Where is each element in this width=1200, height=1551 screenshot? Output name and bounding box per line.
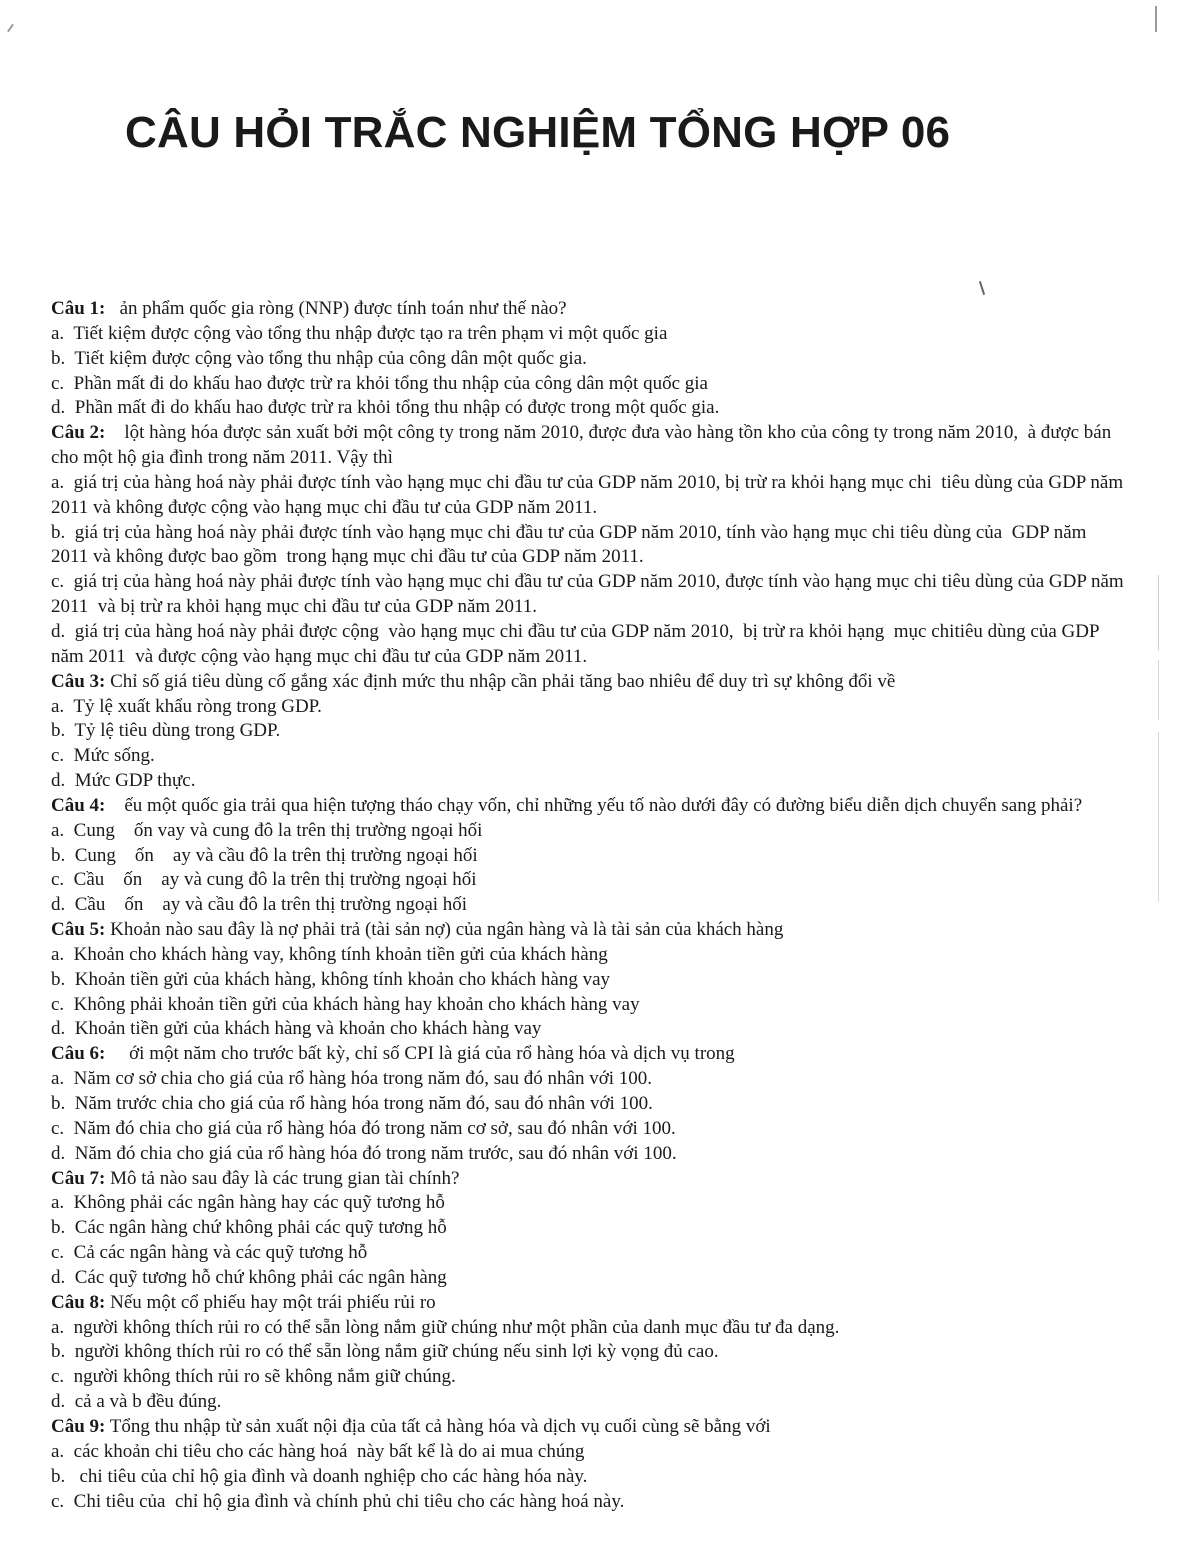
scan-mark	[1158, 575, 1159, 650]
answer-option: d. Năm đó chia cho giá của rổ hàng hóa đó trong năm trước, sau đó nhân với 100.	[51, 1142, 677, 1164]
answer-option: c. Cầu ốn ay và cung đô la trên thị trường ngoại hối	[51, 869, 477, 891]
answer-option: d. Mức GDP thực.	[51, 770, 196, 792]
question-number: Câu 8:	[51, 1291, 106, 1313]
scan-mark	[1158, 660, 1159, 720]
answer-option: d. cả a và b đều đúng.	[51, 1391, 222, 1413]
answer-option: b. Các ngân hàng chứ không phải các quỹ tương hỗ	[51, 1217, 447, 1239]
answer-option: b. Năm trước chia cho giá của rổ hàng hóa trong năm đó, sau đó nhân với 100.	[51, 1093, 653, 1114]
answer-option: c. giá trị của hàng hoá này phải được tính vào hạng mục chi đầu tư của GDP năm 2010, được tính vào hạng mục chi tiêu dùng của GDP năm 2011 và bị trừ ra khỏi hạng mục chi đầu tư của GDP năm 2011.	[51, 571, 1129, 618]
question-text	[51, 1167, 1126, 1192]
question-number: Câu 9:	[51, 1415, 106, 1437]
answer-option: c. Năm đó chia cho giá của rổ hàng hóa đó trong năm cơ sở, sau đó nhân với 100.	[51, 1117, 676, 1139]
question-block	[51, 918, 1126, 1042]
answer-option: a. Cung ốn vay và cung đô la trên thị trường ngoại hối	[51, 819, 483, 841]
question-number: Câu 3:	[51, 670, 106, 692]
question-block	[51, 421, 1129, 669]
answer-option: a. giá trị của hàng hoá này phải được tính vào hạng mục chi đầu tư của GDP năm 2010, bị trừ ra khỏi hạng mục chi tiêu dùng của GDP năm 2011 và không được cộng vào hạng mục chi đầu tư của GDP năm 2011.	[51, 471, 1128, 518]
answer-option: c. Mức sống.	[51, 745, 155, 767]
answer-option: d. Khoản tiền gửi của khách hàng và khoản cho khách hàng vay	[51, 1018, 542, 1040]
question-text	[51, 1415, 1126, 1440]
answer-option: a. các khoản chi tiêu cho các hàng hoá này bất kể là do ai mua chúng	[51, 1440, 585, 1462]
answer-option: d. Phần mất đi do khấu hao được trừ ra khỏi tổng thu nhập có được trong một quốc gia.	[51, 397, 720, 419]
question-number: Câu 2:	[51, 422, 106, 444]
answer-option: c. người không thích rủi ro sẽ không nắm giữ chúng.	[51, 1366, 456, 1388]
question-block	[51, 1415, 1126, 1514]
question-block	[51, 670, 1126, 794]
question-block	[51, 297, 1126, 421]
question-stem: ản phẩm quốc gia ròng (NNP) được tính toán như thế nào?	[105, 298, 567, 319]
answer-option: b. giá trị của hàng hoá này phải được tính vào hạng mục chi đầu tư của GDP năm 2010, tính vào hạng mục chi tiêu dùng của GDP năm 2011 và không được bao gồm trong hạng mục chi đầu tư của GDP năm 2011.	[51, 521, 1092, 568]
answer-option: b. người không thích rủi ro có thể sẵn lòng nắm giữ chúng nếu sinh lợi kỳ vọng đủ cao.	[51, 1341, 719, 1363]
page-title: CÂU HỎI TRẮC NGHIỆM TỔNG HỢP 06	[125, 108, 951, 157]
question-stem: Khoản nào sau đây là nợ phải trả (tài sản nợ) của ngân hàng và là tài sản của khách hàng	[105, 919, 784, 941]
answer-option: a. Tiết kiệm được cộng vào tổng thu nhập được tạo ra trên phạm vi một quốc gia	[51, 322, 668, 344]
question-stem: Tổng thu nhập từ sản xuất nội địa của tất cả hàng hóa và dịch vụ cuối cùng sẽ bằng với	[105, 1415, 771, 1437]
question-list	[51, 297, 1129, 1514]
answer-option: a. Không phải các ngân hàng hay các quỹ tương hỗ	[51, 1192, 445, 1214]
answer-option: a. Năm cơ sở chia cho giá của rổ hàng hóa trong năm đó, sau đó nhân với 100.	[51, 1068, 653, 1090]
answer-option: d. Cầu ốn ay và cầu đô la trên thị trường ngoại hối	[51, 894, 468, 916]
answer-option: b. Tiết kiệm được cộng vào tổng thu nhập của công dân một quốc gia.	[51, 347, 587, 369]
question-stem: ới một năm cho trước bất kỳ, chỉ số CPI là giá của rổ hàng hóa và dịch vụ trong	[105, 1043, 735, 1065]
answer-option: c. Chi tiêu của chỉ hộ gia đình và chính phủ chi tiêu cho các hàng hoá này.	[51, 1490, 625, 1512]
answer-option: c. Không phải khoản tiền gửi của khách hàng hay khoản cho khách hàng vay	[51, 993, 640, 1015]
scan-mark	[1155, 6, 1157, 32]
question-block	[51, 1167, 1126, 1291]
question-text	[51, 1291, 1126, 1316]
question-text	[51, 918, 1126, 943]
answer-option: d. giá trị của hàng hoá này phải được cộng vào hạng mục chi đầu tư của GDP năm 2010, bị trừ ra khỏi hạng mục chitiêu dùng của GDP năm 2011 và được cộng vào hạng mục chi đầu tư của GDP năm 2011.	[51, 620, 1104, 667]
answer-option: a. Tỷ lệ xuất khẩu ròng trong GDP.	[51, 695, 322, 717]
question-number: Câu 7:	[51, 1167, 106, 1189]
question-text	[51, 670, 1126, 695]
question-number: Câu 4:	[51, 794, 106, 816]
question-text	[51, 794, 1126, 819]
scan-mark	[7, 24, 14, 33]
question-stem: Nếu một cổ phiếu hay một trái phiếu rủi ro	[105, 1291, 436, 1313]
question-block	[51, 1291, 1126, 1415]
question-text	[51, 1042, 1126, 1067]
question-stem: Mô tả nào sau đây là các trung gian tài chính?	[105, 1167, 460, 1189]
question-text	[51, 421, 1126, 471]
question-stem: lột hàng hóa được sản xuất bởi một công ty trong năm 2010, được đưa vào hàng tồn kho của công ty trong năm 2010, à được bán cho một hộ gia đình trong năm 2011. Vậy thì	[51, 422, 1116, 469]
answer-option: b. Cung ốn ay và cầu đô la trên thị trường ngoại hối	[51, 844, 478, 866]
answer-option: c. Phần mất đi do khấu hao được trừ ra khỏi tổng thu nhập của công dân một quốc gia	[51, 372, 708, 394]
question-block	[51, 1042, 1126, 1166]
question-stem: Chỉ số giá tiêu dùng cố gắng xác định mức thu nhập cần phải tăng bao nhiêu để duy trì sự không đổi về	[105, 670, 896, 692]
scan-mark	[979, 281, 985, 295]
answer-option: b. Khoản tiền gửi của khách hàng, không tính khoản cho khách hàng vay	[51, 968, 611, 990]
question-stem: ếu một quốc gia trải qua hiện tượng tháo chạy vốn, chỉ những yếu tố nào dưới đây có đường biểu diễn dịch chuyển sang phải?	[105, 794, 1083, 816]
answer-option: a. Khoản cho khách hàng vay, không tính khoản tiền gửi của khách hàng	[51, 943, 608, 965]
question-number: Câu 5:	[51, 919, 106, 941]
answer-option: a. người không thích rủi ro có thể sẵn lòng nắm giữ chúng như một phần của danh mục đầu tư đa dạng.	[51, 1316, 840, 1338]
answer-option: b. Tỷ lệ tiêu dùng trong GDP.	[51, 720, 281, 742]
question-number: Câu 6:	[51, 1043, 106, 1065]
answer-option: b. chi tiêu của chỉ hộ gia đình và doanh nghiệp cho các hàng hóa này.	[51, 1465, 588, 1487]
answer-option: d. Các quỹ tương hỗ chứ không phải các ngân hàng	[51, 1266, 447, 1288]
question-text	[51, 297, 1126, 322]
scan-mark	[1158, 732, 1159, 902]
answer-option: c. Cả các ngân hàng và các quỹ tương hỗ	[51, 1242, 368, 1264]
question-block	[51, 794, 1126, 918]
question-number: Câu 1:	[51, 298, 106, 319]
